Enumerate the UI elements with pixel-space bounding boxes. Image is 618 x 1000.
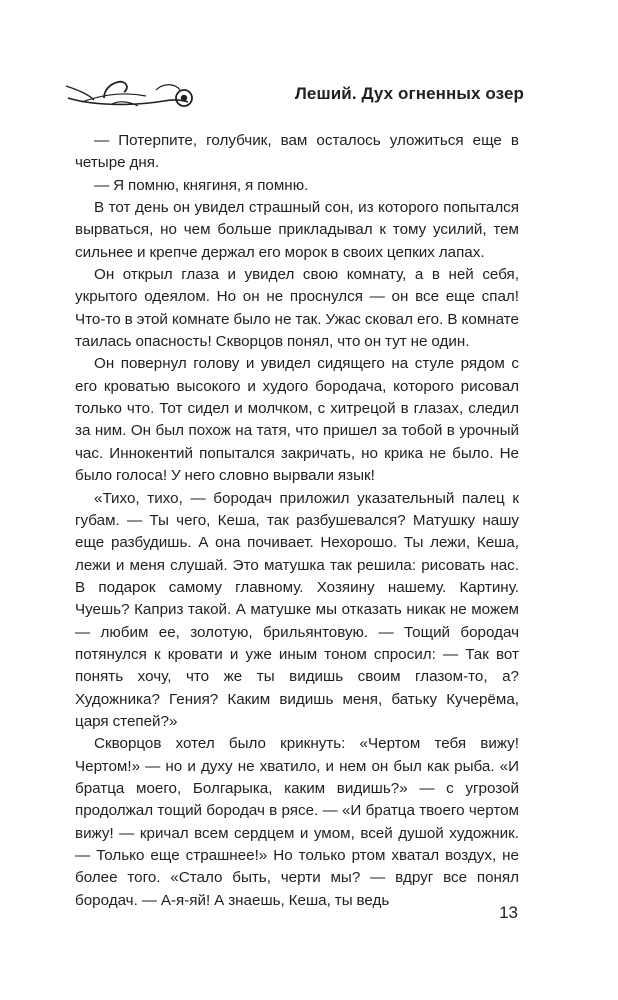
paragraph: Он повернул голову и увидел сидящего на стуле рядом с его кроватью высокого и худого бородача, которого рисовал только что. Тот сидел и молчком, с хитрецой в глазах, следил за ним. Он был похож на татя, что пришел за тобой в урочный час. Иннокентий попытался закричать, но крика не было. Не было голоса! У него словно вырвали язык! (75, 355, 519, 485)
paragraph: Скворцов хотел было крикнуть: «Чертом тебя вижу! Чертом!» — но и духу не хватило, и нем он был как рыба. «И братца моего, Болгарыка, каким видишь?» — с угрозой продолжал тощий бородач в рясе. — «И братца твоего чертом вижу! — кричал всем сердцем и умом, всей душой художник. — Только еще страшнее!» Но только ртом хватал воздух, не более того. «Стало быть, черти мы? — вдруг все понял бородач. — А-я-яй! А знаешь, Кеша, ты ведь (75, 735, 519, 909)
running-header (64, 68, 524, 112)
paragraph: «Тихо, тихо, — бородач приложил указательный палец к губам. — Ты чего, Кеша, так разбушевался? Матушку нашу еще разбудишь. А она почивает. Нехорошо. Ты лежи, Кеша, лежи и меня слушай. Это матушка так решила: рисовать нас. В подарок самому главному. Хозяину нашему. Картину. Чуешь? Каприз такой. А матушке мы отказать никак не можем — любим ее, золотую, брильянтовую. — Тощий бородач потянулся к кровати и уже иным тоном спросил: — Так вот понять хочу, что же ты видишь своим глазом-то, а? Художника? Гения? Каким видишь меня, батьку Кучерёма, царя степей?» (75, 489, 519, 730)
decorative-flourish-icon (64, 68, 204, 112)
paragraph: — Потерпите, голубчик, вам осталось уложиться еще в четыре дня. (75, 132, 519, 172)
paragraph: В тот день он увидел страшный сон, из которого попытался вырваться, но чем больше прикладывал к тому усилий, тем сильнее и крепче держал его морок в своих цепких лапах. (75, 199, 519, 261)
running-title: Леший. Дух огненных озер (294, 84, 524, 103)
paragraph: — Я помню, княгиня, я помню. (94, 176, 309, 194)
page-number: 13 (499, 903, 518, 922)
paragraph: Он открыл глаза и увидел свою комнату, а в ней себя, укрытого одеялом. Но он не проснулся — он все еще спал! Что-то в этой комнате было не так. Ужас сковал его. В комнате таилась опасность! Скворцов понял, что он тут не один. (75, 266, 519, 351)
body-text (75, 130, 519, 912)
